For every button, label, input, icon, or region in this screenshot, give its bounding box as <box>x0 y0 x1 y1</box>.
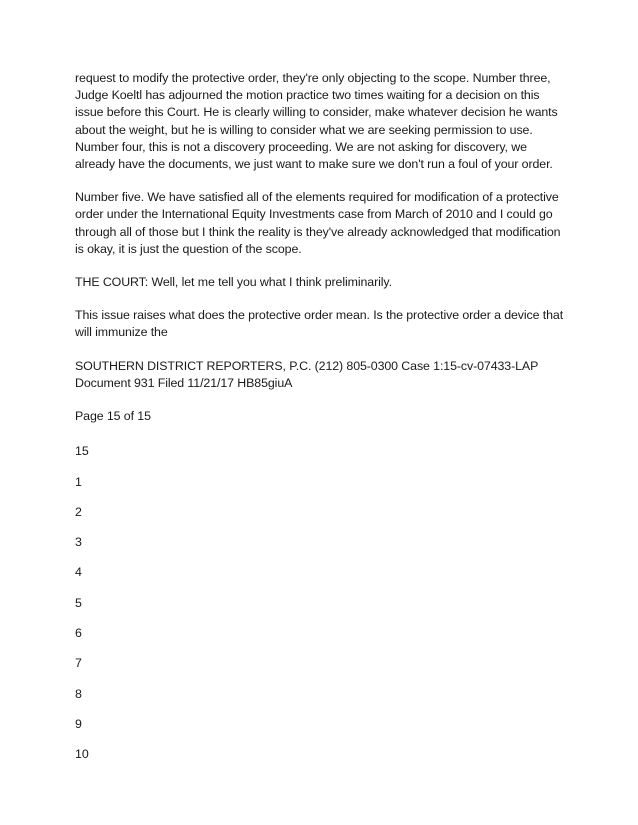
line-number: 3 <box>75 535 82 550</box>
line-number: 1 <box>75 474 82 489</box>
page-indicator: Page 15 of 15 <box>75 409 151 424</box>
line-number: 7 <box>75 656 82 671</box>
line-number: 9 <box>75 716 82 731</box>
paragraph-court-statement: THE COURT: Well, let me tell you what I think preliminarily. <box>75 275 392 290</box>
paragraph-protective-order-question: This issue raises what does the protective order mean. Is the protective order a device that will immunize the <box>75 308 564 340</box>
line-number: 2 <box>75 504 82 519</box>
paragraph-number-five: Number five. We have satisfied all of the elements required for modification of a protective order under the International Equity Investments case from March of 2010 and I could go through all of those but I think the reality is they've already acknowledged that modification is okay, it is just the question of the scope. <box>75 190 561 256</box>
paragraph-scope-objection: request to modify the protective order, they're only objecting to the scope. Number three, Judge Koeltl has adjourned the motion practice two times waiting for a decision on this issue before this Court. He is clearly willing to consider, make whatever decision he wants about the weight, but he is willing to consider what we are seeking permission to use. Number four, this is not a discovery proceeding. We are not asking for discovery, we already have the documents, we just want to make sure we don't run a foul of your order. <box>75 71 558 172</box>
line-number: 6 <box>75 626 82 641</box>
reporter-footer: SOUTHERN DISTRICT REPORTERS, P.C. (212) 805-0300 Case 1:15-cv-07433-LAP Document 931 Filed 11/21/17 HB85giuA <box>75 358 539 390</box>
line-number: 4 <box>75 565 82 580</box>
line-number: 10 <box>75 747 89 762</box>
line-number: 8 <box>75 686 82 701</box>
line-number: 15 <box>75 444 89 459</box>
line-number: 5 <box>75 595 82 610</box>
line-number-list <box>75 443 568 776</box>
